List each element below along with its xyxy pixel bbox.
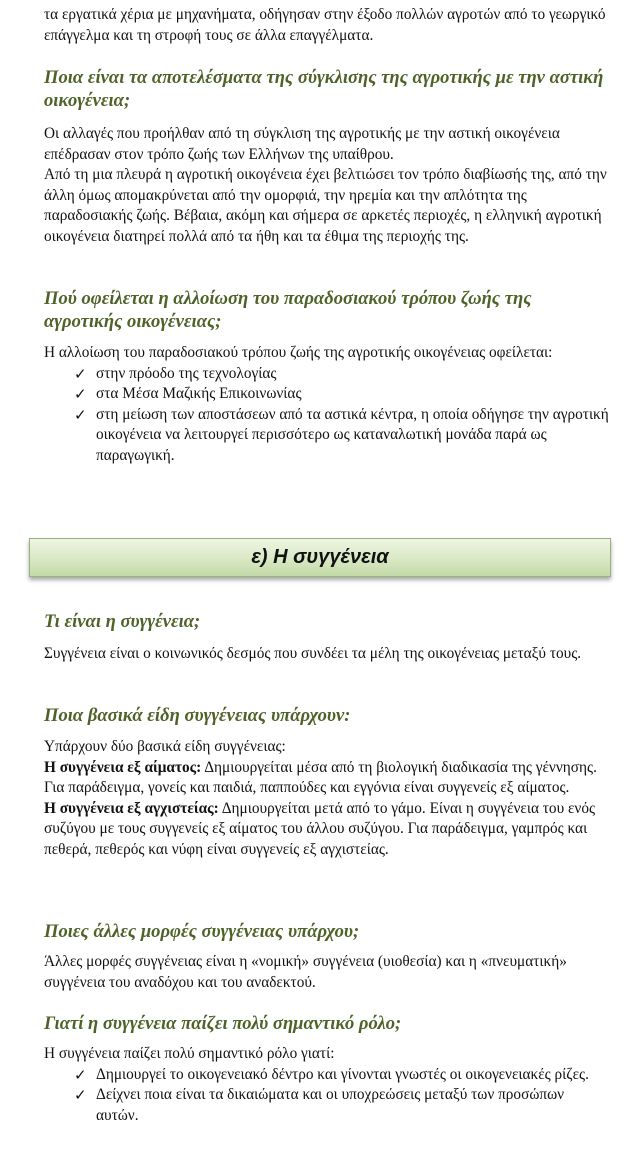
list-item-text: στην πρόοδο της τεχνολογίας — [96, 364, 277, 382]
list-item-text: Δείχνει ποια είναι τα δικαιώματα και οι υποχρεώσεις μεταξύ των προσώπων αυτών. — [96, 1086, 565, 1124]
marriage-kinship-paragraph — [44, 799, 610, 861]
list-item — [44, 364, 610, 385]
term-definition: Δημιουργείται μετά από το γάμο. Είναι η συγγένεια του ενός συζύγου με τους συγγενείς εξ αίματος του άλλου συζύγου. Για παράδειγμα, γαμπρός και πεθερά, πεθερός και νύφη είναι συγγενείς εξ αγχιστείας. — [44, 799, 596, 858]
term-label: Η συγγένεια εξ αίματος: — [44, 758, 202, 776]
paragraph: Από τη μια πλευρά η αγροτική οικογένεια έχει βελτιώσει τον τρόπο διαβίωσής της, από την άλλη όμως απομακρύνεται από την ομορφιά, την ηρεμία και την απλότητα της παραδοσιακής ζωής. Βέβαια, ακόμη και σήμερα σε αρκετές περιοχές, η ελληνική αγροτική οικογένεια διατηρεί πολλά από τα ήθη και τα έθιμα της περιοχής της. — [44, 166, 607, 245]
list-lead: Η αλλοίωση του παραδοσιακού τρόπου ζωής της αγροτικής οικογένειας οφείλεται: — [44, 344, 553, 361]
checkmark-icon: ✓ — [74, 405, 87, 424]
list-item-text: Δημιουργεί το οικογενειακό δέντρο και γίνονται γνωστές οι οικογενειακές ρίζες. — [96, 1065, 589, 1083]
term-label: Η συγγένεια εξ αγχιστείας: — [44, 799, 219, 817]
list-item-text: στη μείωση των αποστάσεων από τα αστικά κέντρα, η οποία οδήγησε την αγροτική οικογένεια να λειτουργεί περισσότερο ως καταναλωτική μονάδα παρά ως παραγωγική. — [96, 405, 609, 464]
section-body-kinship-importance — [44, 1044, 610, 1126]
term-definition: Δημιουργείται μέσα από τη βιολογική διαδικασία της γέννησης. Για παράδειγμα, γονείς και παιδιά, παππούδες και εγγόνια είναι συγγενείς εξ αίματος. — [44, 758, 597, 797]
checkmark-icon: ✓ — [74, 364, 87, 383]
list-lead: Υπάρχουν δύο βασικά είδη συγγένειας: — [44, 738, 286, 755]
section-heading-kinship-importance: Γιατί η συγγένεια παίζει πολύ σημαντικό ρόλο; — [44, 1013, 402, 1034]
banner-title: ε) Η συγγένεια — [251, 546, 389, 569]
checklist — [44, 1065, 610, 1127]
section-heading-other-kinship-forms: Ποιες άλλες μορφές συγγένειας υπάρχου; — [44, 921, 360, 942]
list-lead: Η συγγένεια παίζει πολύ σημαντικό ρόλο γιατί: — [44, 1045, 335, 1062]
intro-paragraph: τα εργατικά χέρια με μηχανήματα, οδήγησαν στην έξοδο πολλών αγροτών από το γεωργικό επάγγελμα και τη στροφή τους σε άλλα επαγγέλματα. — [44, 6, 606, 44]
section-heading-what-is-kinship: Τι είναι η συγγένεια; — [44, 611, 201, 632]
section-body-convergence-results — [44, 124, 610, 248]
section-heading-kinship-types: Ποια βασικά είδη συγγένειας υπάρχουν: — [44, 705, 351, 726]
section-body-kinship-types — [44, 737, 610, 861]
checkmark-icon: ✓ — [74, 1086, 87, 1105]
section-heading-lifestyle-alteration: Πού οφείλεται η αλλοίωση του παραδοσιακού τρόπου ζωής της αγροτικής οικογένειας; — [44, 288, 532, 332]
list-item — [44, 1065, 610, 1086]
checkmark-icon: ✓ — [74, 1065, 87, 1084]
section-banner — [29, 538, 611, 577]
checklist — [44, 364, 610, 467]
list-item — [44, 384, 610, 405]
section-body-lifestyle-alteration — [44, 343, 610, 467]
blood-kinship-paragraph — [44, 758, 610, 799]
list-item — [44, 1085, 610, 1126]
paragraph: Άλλες μορφές συγγένειας είναι η «νομική» συγγένεια (υιοθεσία) και η «πνευματική» συγγένεια του αναδόχου και του αναδεκτού. — [44, 953, 567, 991]
paragraph: Συγγένεια είναι ο κοινωνικός δεσμός που συνδέει τα μέλη της οικογένειας μεταξύ τους. — [44, 645, 582, 662]
checkmark-icon: ✓ — [74, 385, 87, 404]
section-heading-convergence-results: Ποια είναι τα αποτελέσματα της σύγκλισης της αγροτικής με την αστική οικογένεια; — [44, 67, 604, 111]
paragraph: Οι αλλαγές που προήλθαν από τη σύγκλιση της αγροτικής με την αστική οικογένεια επέδρασαν στον τρόπο ζωής των Ελλήνων της υπαίθρου. — [44, 125, 560, 163]
list-item-text: στα Μέσα Μαζικής Επικοινωνίας — [96, 385, 302, 403]
list-item — [44, 405, 610, 467]
